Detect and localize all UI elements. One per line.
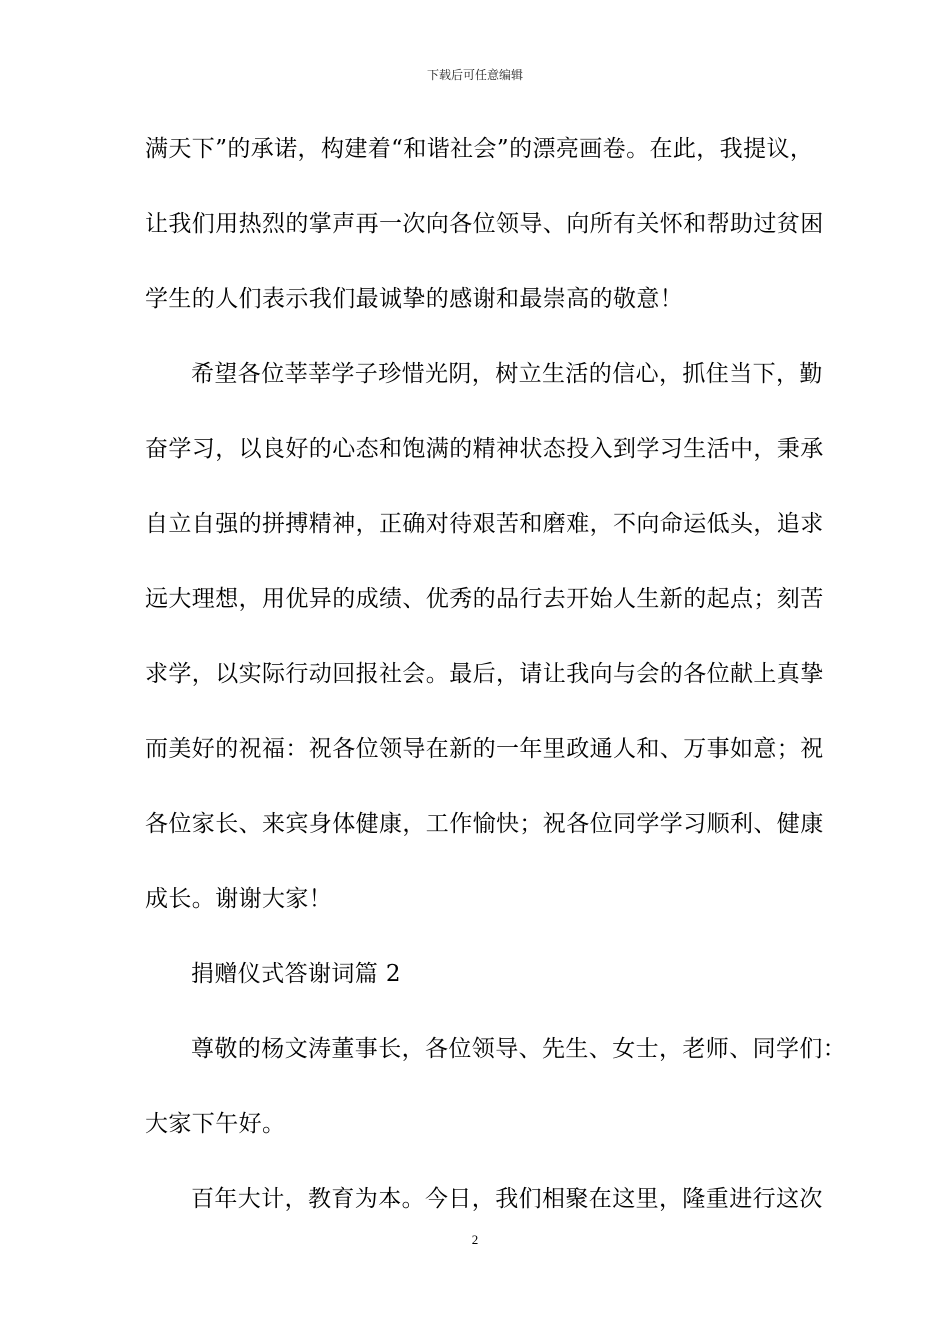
body-line: 求学，以实际行动回报社会。最后，请让我向与会的各位献上真挚 xyxy=(145,661,824,687)
body-line: 大家下午好。 xyxy=(145,1111,286,1137)
salutation-line: 尊敬的杨文涛董事长，各位领导、先生、女士，老师、同学们： xyxy=(191,1036,847,1062)
body-line: 百年大计，教育为本。今日，我们相聚在这里，隆重进行这次 xyxy=(191,1186,823,1212)
body-line: 自立自强的拼搏精神，正确对待艰苦和磨难，不向命运低头，追求 xyxy=(145,511,824,537)
body-line: 希望各位莘莘学子珍惜光阴，树立生活的信心，抓住当下，勤 xyxy=(191,361,823,387)
section-heading: 捐赠仪式答谢词篇 2 xyxy=(191,961,401,987)
body-line: 而美好的祝福：祝各位领导在新的一年里政通人和、万事如意；祝 xyxy=(145,736,824,762)
page-header: 下载后可任意编辑 xyxy=(426,68,523,82)
body-line: 让我们用热烈的掌声再一次向各位领导、向所有关怀和帮助过贫困 xyxy=(145,211,824,237)
body-line: 远大理想，用优异的成绩、优秀的品行去开始人生新的起点；刻苦 xyxy=(145,586,824,612)
body-line: 学生的人们表示我们最诚挚的感谢和最崇高的敬意！ xyxy=(145,286,684,312)
body-line: 各位家长、来宾身体健康，工作愉快；祝各位同学学习顺利、健康 xyxy=(145,811,824,837)
body-line: 成长。谢谢大家！ xyxy=(145,886,333,912)
body-line: 满天下”的承诺，构建着“和谐社会”的漂亮画卷。在此，我提议， xyxy=(145,136,814,162)
body-line: 奋学习，以良好的心态和饱满的精神状态投入到学习生活中，秉承 xyxy=(145,436,824,462)
page-number: 2 xyxy=(471,1232,479,1247)
